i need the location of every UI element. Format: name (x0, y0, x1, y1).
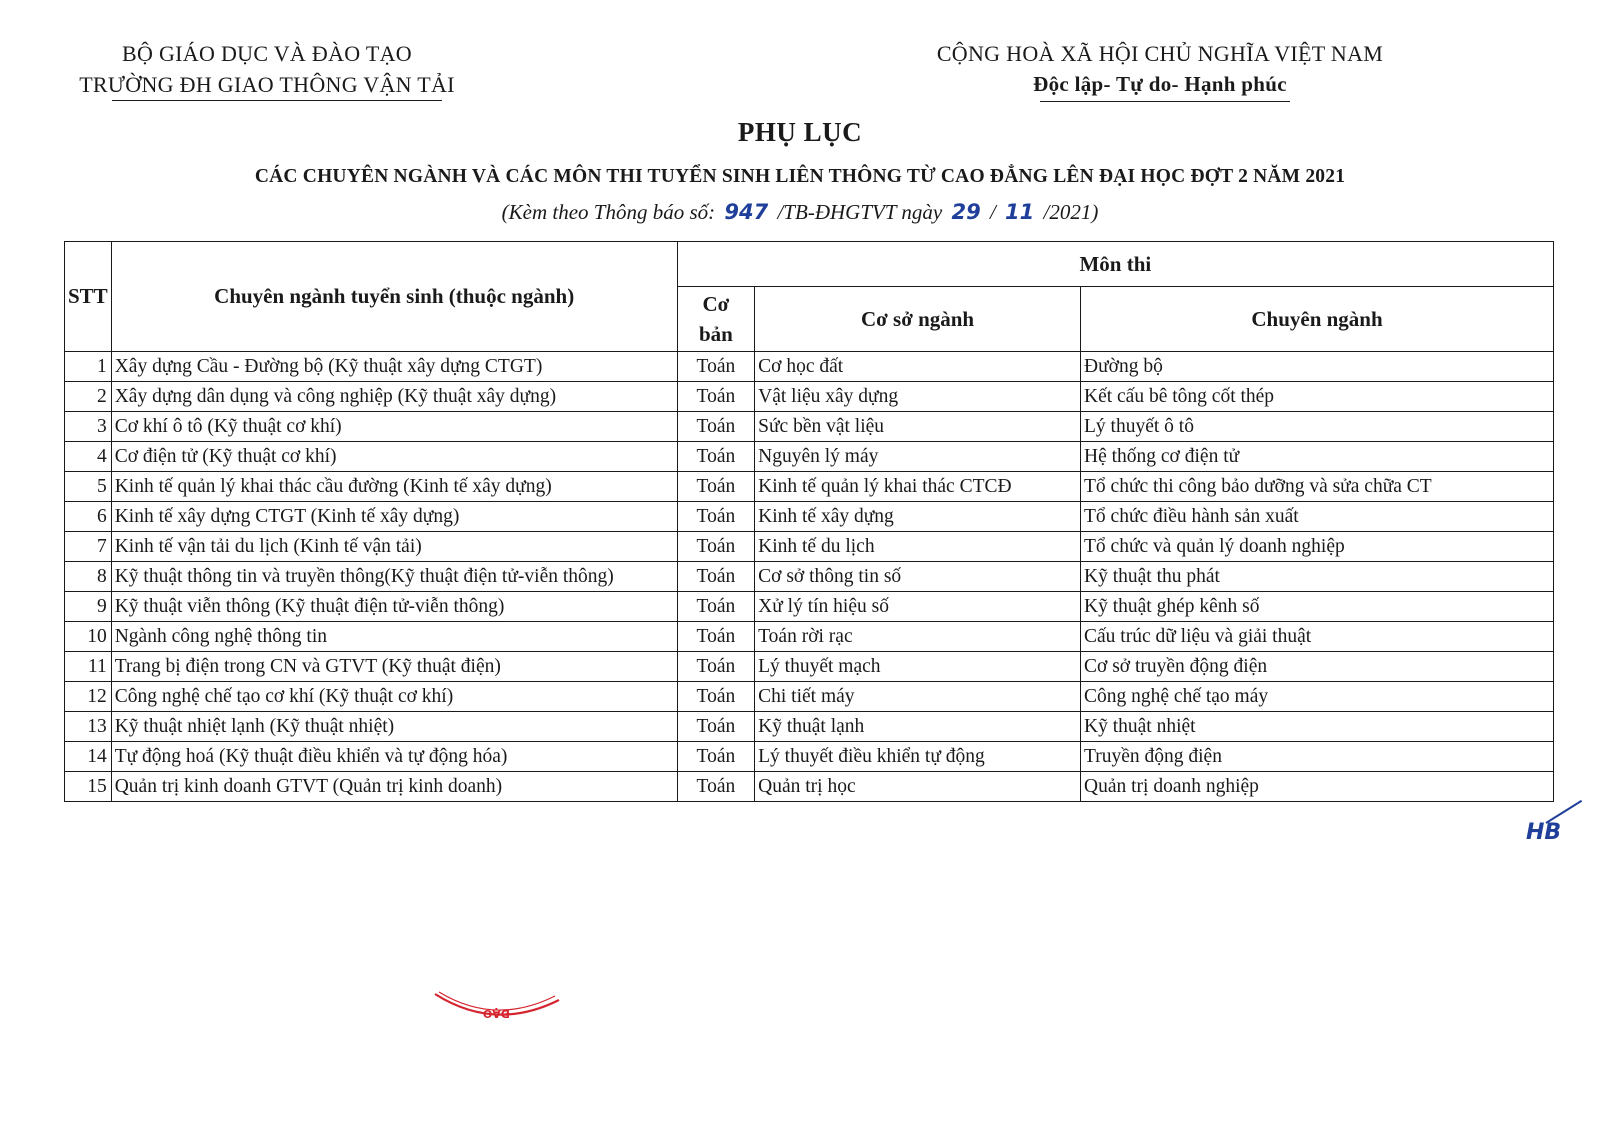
row-specialization: Kỹ thuật nhiệt lạnh (Kỹ thuật nhiệt) (111, 712, 677, 742)
row-stt: 6 (65, 502, 112, 532)
row-specialization: Tự động hoá (Kỹ thuật điều khiển và tự động hóa) (111, 742, 677, 772)
header-basic (677, 287, 754, 352)
table-row (65, 772, 1554, 802)
row-basic-subject: Toán (677, 502, 754, 532)
row-specialization: Kỹ thuật thông tin và truyền thông(Kỹ thuật điện tử-viễn thông) (111, 562, 677, 592)
row-major-subject: Kỹ thuật nhiệt (1081, 712, 1554, 742)
row-basic-subject: Toán (677, 652, 754, 682)
row-specialization: Cơ điện tử (Kỹ thuật cơ khí) (111, 442, 677, 472)
row-foundation-subject: Kinh tế du lịch (755, 532, 1081, 562)
row-stt: 5 (65, 472, 112, 502)
row-stt: 7 (65, 532, 112, 562)
row-basic-subject: Toán (677, 562, 754, 592)
row-foundation-subject: Sức bền vật liệu (755, 412, 1081, 442)
row-foundation-subject: Quản trị học (755, 772, 1081, 802)
row-specialization: Kinh tế quản lý khai thác cầu đường (Kinh tế xây dựng) (111, 472, 677, 502)
row-foundation-subject: Kỹ thuật lạnh (755, 712, 1081, 742)
row-foundation-subject: Chi tiết máy (755, 682, 1081, 712)
initials-stroke (1545, 800, 1582, 824)
row-stt: 9 (65, 592, 112, 622)
row-major-subject: Tổ chức và quản lý doanh nghiệp (1081, 532, 1554, 562)
handwritten-initials: HB (1526, 820, 1562, 845)
row-specialization: Kinh tế xây dựng CTGT (Kinh tế xây dựng) (111, 502, 677, 532)
row-major-subject: Cấu trúc dữ liệu và giải thuật (1081, 622, 1554, 652)
table-row (65, 622, 1554, 652)
reference-day: 29 (951, 200, 981, 224)
row-major-subject: Kỹ thuật thu phát (1081, 562, 1554, 592)
reference-number: 947 (724, 200, 769, 224)
header-specialization: Chuyên ngành tuyển sinh (thuộc ngành) (111, 242, 677, 352)
row-stt: 2 (65, 382, 112, 412)
document-title: PHỤ LỤC (737, 117, 863, 147)
row-specialization: Kỹ thuật viễn thông (Kỹ thuật điện tử-viễn thông) (111, 592, 677, 622)
national-motto: Độc lập- Tự do- Hạnh phúc (1033, 72, 1287, 96)
reference-middle: /TB-ĐHGTVT ngày (777, 200, 943, 224)
row-major-subject: Lý thuyết ô tô (1081, 412, 1554, 442)
table-row (65, 412, 1554, 442)
row-specialization: Cơ khí ô tô (Kỹ thuật cơ khí) (111, 412, 677, 442)
row-basic-subject: Toán (677, 382, 754, 412)
row-stt: 12 (65, 682, 112, 712)
row-specialization: Ngành công nghệ thông tin (111, 622, 677, 652)
row-major-subject: Kết cấu bê tông cốt thép (1081, 382, 1554, 412)
table-row (65, 742, 1554, 772)
row-basic-subject: Toán (677, 742, 754, 772)
row-foundation-subject: Cơ học đất (755, 352, 1081, 382)
document-subtitle: CÁC CHUYÊN NGÀNH VÀ CÁC MÔN THI TUYỂN SINH LIÊN THÔNG TỪ CAO ĐẲNG LÊN ĐẠI HỌC ĐỢT 2 NĂM 2021 (254, 166, 1346, 187)
table-row (65, 562, 1554, 592)
row-basic-subject: Toán (677, 712, 754, 742)
reference-sep: / (989, 200, 996, 224)
row-stt: 15 (65, 772, 112, 802)
row-basic-subject: Toán (677, 622, 754, 652)
row-major-subject: Truyền động điện (1081, 742, 1554, 772)
row-stt: 3 (65, 412, 112, 442)
row-major-subject: Đường bộ (1081, 352, 1554, 382)
national-header (900, 38, 1420, 100)
table-row (65, 442, 1554, 472)
row-foundation-subject: Cơ sở thông tin số (755, 562, 1081, 592)
issuer-header (52, 38, 482, 100)
row-foundation-subject: Kinh tế quản lý khai thác CTCĐ (755, 472, 1081, 502)
table-row (65, 682, 1554, 712)
row-basic-subject: Toán (677, 592, 754, 622)
row-specialization: Trang bị điện trong CN và GTVT (Kỹ thuật điện) (111, 652, 677, 682)
row-specialization: Quản trị kinh doanh GTVT (Quản trị kinh doanh) (111, 772, 677, 802)
header-basic-line1: Cơ (702, 292, 730, 316)
ministry-name: BỘ GIÁO DỤC VÀ ĐÀO TẠO (122, 41, 412, 66)
table-row (65, 592, 1554, 622)
reference-line (0, 200, 1600, 225)
row-stt: 10 (65, 622, 112, 652)
red-stamp-fragment (433, 990, 573, 1030)
row-specialization: Công nghệ chế tạo cơ khí (Kỹ thuật cơ khí) (111, 682, 677, 712)
header-basic-line2: bản (698, 322, 733, 346)
row-stt: 4 (65, 442, 112, 472)
row-basic-subject: Toán (677, 472, 754, 502)
table-row (65, 712, 1554, 742)
row-foundation-subject: Vật liệu xây dựng (755, 382, 1081, 412)
table-row (65, 502, 1554, 532)
table-row (65, 472, 1554, 502)
row-specialization: Xây dựng Cầu - Đường bộ (Kỹ thuật xây dựng CTGT) (111, 352, 677, 382)
row-specialization: Xây dựng dân dụng và công nghiệp (Kỹ thuật xây dựng) (111, 382, 677, 412)
row-major-subject: Công nghệ chế tạo máy (1081, 682, 1554, 712)
university-underline (112, 100, 442, 101)
row-stt: 1 (65, 352, 112, 382)
table-row (65, 352, 1554, 382)
row-foundation-subject: Kinh tế xây dựng (755, 502, 1081, 532)
row-major-subject: Tổ chức thi công bảo dưỡng và sửa chữa CT (1081, 472, 1554, 502)
header-exam-subjects: Môn thi (677, 242, 1553, 287)
reference-month: 11 (1005, 200, 1035, 224)
row-stt: 14 (65, 742, 112, 772)
reference-prefix: (Kèm theo Thông báo số: (501, 200, 716, 224)
reference-suffix: /2021) (1043, 200, 1099, 224)
row-basic-subject: Toán (677, 412, 754, 442)
country-name: CỘNG HOÀ XÃ HỘI CHỦ NGHĨA VIỆT NAM (936, 41, 1384, 66)
table-row (65, 382, 1554, 412)
subjects-table (64, 241, 1554, 802)
table-row (65, 652, 1554, 682)
header-stt: STT (65, 242, 112, 352)
table-row (65, 532, 1554, 562)
row-foundation-subject: Toán rời rạc (755, 622, 1081, 652)
row-basic-subject: Toán (677, 682, 754, 712)
row-stt: 13 (65, 712, 112, 742)
stamp-text: ĐẠO (482, 1007, 510, 1020)
university-name: TRƯỜNG ĐH GIAO THÔNG VẬN TẢI (79, 72, 455, 97)
header-major: Chuyên ngành (1081, 287, 1554, 352)
row-major-subject: Hệ thống cơ điện tử (1081, 442, 1554, 472)
table-header-row (65, 242, 1554, 287)
row-basic-subject: Toán (677, 442, 754, 472)
motto-underline (1040, 101, 1290, 102)
row-major-subject: Cơ sở truyền động điện (1081, 652, 1554, 682)
row-foundation-subject: Xử lý tín hiệu số (755, 592, 1081, 622)
row-basic-subject: Toán (677, 532, 754, 562)
row-stt: 8 (65, 562, 112, 592)
row-basic-subject: Toán (677, 772, 754, 802)
row-foundation-subject: Nguyên lý máy (755, 442, 1081, 472)
row-foundation-subject: Lý thuyết điều khiển tự động (755, 742, 1081, 772)
row-foundation-subject: Lý thuyết mạch (755, 652, 1081, 682)
row-major-subject: Quản trị doanh nghiệp (1081, 772, 1554, 802)
header-foundation: Cơ sở ngành (755, 287, 1081, 352)
row-major-subject: Kỹ thuật ghép kênh số (1081, 592, 1554, 622)
row-major-subject: Tổ chức điều hành sản xuất (1081, 502, 1554, 532)
row-stt: 11 (65, 652, 112, 682)
row-specialization: Kinh tế vận tải du lịch (Kinh tế vận tải) (111, 532, 677, 562)
row-basic-subject: Toán (677, 352, 754, 382)
